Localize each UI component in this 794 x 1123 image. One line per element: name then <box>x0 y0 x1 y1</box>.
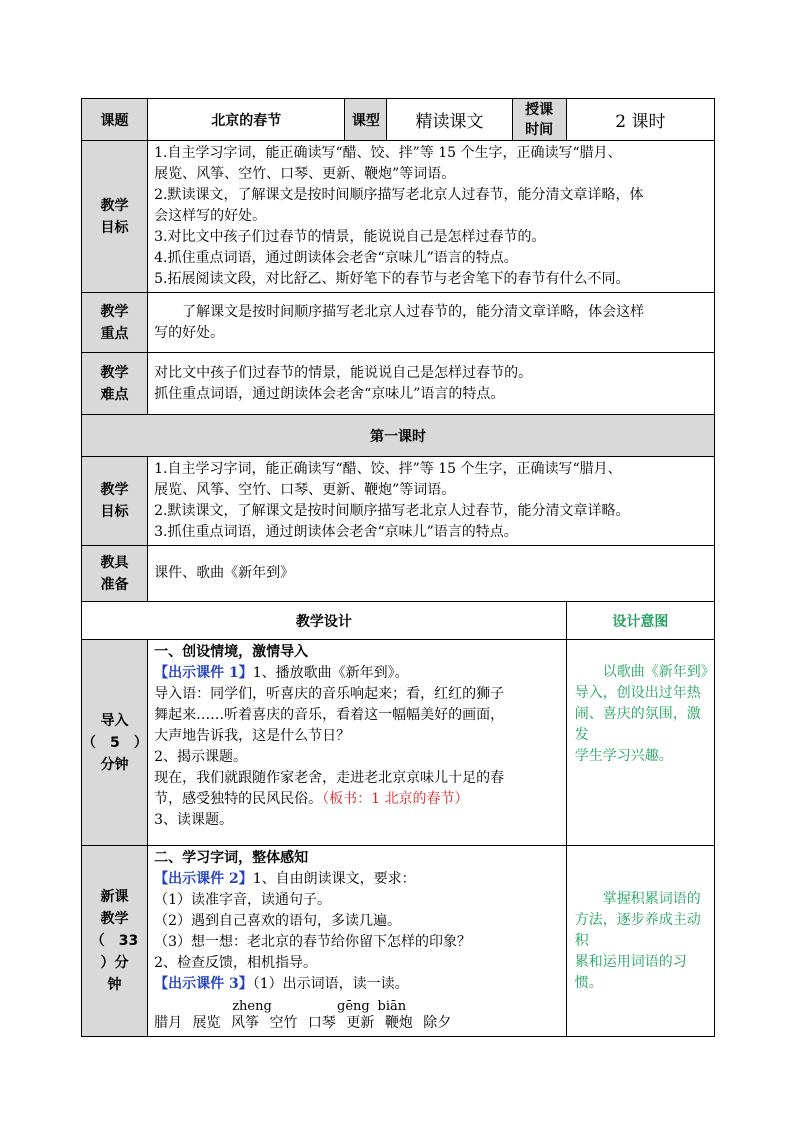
courseware-1-tag: 【出示课件 1】 <box>154 665 253 681</box>
new-lesson-label-line: 钟 <box>107 977 122 993</box>
intro-heading: 一、创设情境，激情导入 <box>154 644 309 660</box>
goals-label-text: 教学目标 <box>100 197 129 236</box>
new-lesson-heading: 二、学习字词，整体感知 <box>154 850 309 866</box>
topic-label: 课题 <box>82 99 148 141</box>
new-lesson-label-line: ）分 <box>100 955 129 971</box>
goal-line: 4.抓住重点词语，通过朗读体会老舍“京味儿”语言的特点。 <box>154 250 518 266</box>
vocab-word <box>377 999 413 1031</box>
difficulty-line: 对比文中孩子们过春节的情景，能说说自己是怎样过春节的。 <box>154 364 533 381</box>
new-lesson-line: 2、检查反馈，相机指导。 <box>154 955 318 971</box>
new-lesson-line <box>154 869 562 890</box>
first-goal-line: 2.默读课文，了解课文是按时间顺序描写老北京人过春节，能分清文章详略。 <box>154 503 630 519</box>
vocab-word <box>337 999 375 1031</box>
intro-line-text: 1、播放歌曲《新年到》。 <box>252 665 409 681</box>
first-lesson-row <box>82 415 715 457</box>
intro-row <box>82 640 715 846</box>
new-lesson-line: （3）想一想：老北京的春节给你留下怎样的印象？ <box>154 934 471 950</box>
new-lesson-intent-line: 方法，逐步养成主动积 <box>574 911 701 949</box>
goal-line: 展览、风筝、空竹、口琴、更新、鞭炮”等词语。 <box>154 166 456 182</box>
tools-content: 课件、歌曲《新年到》 <box>148 546 715 602</box>
lesson-plan-page <box>81 98 715 1037</box>
vocab-word: 除夕 <box>423 1015 452 1031</box>
pinyin: zheng <box>232 999 272 1014</box>
new-lesson-label-line: 新课 <box>100 889 129 905</box>
tools-label <box>82 546 148 602</box>
goal-line: 3.对比文中孩子们过春节的情景，能说说自己是怎样过春节的。 <box>154 229 546 245</box>
key-points-row <box>82 293 715 353</box>
intro-intent-line: 学生学习兴趣。 <box>574 748 673 764</box>
new-lesson-line-text: （1）出示词语，读一读。 <box>252 976 409 992</box>
vocab-char: 新 <box>360 1015 375 1031</box>
intro-label-line: 分钟 <box>100 756 129 773</box>
vocab-char: 筝 <box>245 1015 259 1031</box>
new-lesson-label-line: 教学 <box>100 911 129 927</box>
intro-line-text: 节，感受独特的民风民俗。 <box>154 791 323 807</box>
key-point-line: 写的好处。 <box>154 324 225 341</box>
key-points-label-text: 教学重点 <box>100 303 129 342</box>
intro-line: 导入语：同学们，听喜庆的音乐响起来；看，红红的狮子 <box>154 686 505 702</box>
intent-label: 设计意图 <box>566 602 714 640</box>
pinyin: biān <box>377 999 407 1014</box>
courseware-3-tag: 【出示课件 3】 <box>154 976 253 992</box>
vocab-char: 更 <box>346 1015 361 1031</box>
intro-line: 3、读课题。 <box>154 812 234 828</box>
board-note: （板书：1 北京的春节） <box>322 791 469 807</box>
vocab-char: 炮 <box>398 1015 413 1031</box>
goals-label <box>82 141 148 293</box>
new-lesson-line <box>154 974 562 995</box>
intro-intent-line: 导入，创设出过年热 <box>574 685 701 701</box>
difficulties-content <box>148 353 715 415</box>
difficulties-row <box>82 353 715 415</box>
new-lesson-label-line: （ 33 <box>90 933 139 949</box>
tools-label-text: 教具准备 <box>100 554 129 593</box>
intro-line: 2、揭示课题。 <box>154 749 248 765</box>
vocab-word: 口琴 <box>307 1015 336 1031</box>
intro-intent-line: 闹、喜庆的氛围，激发 <box>574 706 701 743</box>
intro-intent <box>566 640 714 846</box>
first-lesson-title: 第一课时 <box>82 415 715 457</box>
intro-label-line: 导入 <box>100 712 129 729</box>
design-header-row <box>82 602 715 640</box>
topic-value: 北京的春节 <box>148 99 345 141</box>
first-goal-line: 3.抓住重点词语，通过朗读体会老舍“京味儿”语言的特点。 <box>154 524 518 540</box>
new-lesson-intent <box>566 846 714 1037</box>
intro-content <box>148 640 567 846</box>
vocabulary-row <box>154 999 562 1034</box>
first-goals-label-text: 教学目标 <box>100 482 129 520</box>
new-lesson-intent-line: 掌握积累词语的 <box>574 890 701 907</box>
type-value: 精读课文 <box>387 99 512 141</box>
first-goals-label <box>82 457 148 546</box>
difficulty-line: 抓住重点词语，通过朗读体会老舍“京味儿”语言的特点。 <box>154 385 505 402</box>
tools-row <box>82 546 715 602</box>
new-lesson-intent-line: 累和运用词语的习惯。 <box>574 953 687 991</box>
first-goals-content <box>148 457 715 546</box>
first-goal-line: 1.自主学习字词，能正确读写“醋、饺、拌”等 15 个生字，正确读写“腊月、 <box>154 461 622 477</box>
new-lesson-content <box>148 846 567 1037</box>
intro-label <box>82 640 148 846</box>
vocab-word: 展览 <box>192 1015 221 1031</box>
goals-row <box>82 141 715 293</box>
goal-line: 5.拓展阅读文段，对比舒乙、斯妤笔下的春节与老舍笔下的春节有什么不同。 <box>154 271 630 287</box>
intro-label-line: （ 5 ） <box>82 734 148 751</box>
intro-line <box>154 663 562 684</box>
new-lesson-line-text: 1、自由朗读课文，要求： <box>252 871 416 887</box>
intro-line: 大声地告诉我，这是什么节日？ <box>154 728 351 744</box>
type-label: 课型 <box>345 99 387 141</box>
first-goal-line: 展览、风筝、空竹、口琴、更新、鞭炮”等词语。 <box>154 482 456 498</box>
goals-content <box>148 141 715 293</box>
key-points-content <box>148 293 715 353</box>
new-lesson-line: （2）遇到自己喜欢的语句，多读几遍。 <box>154 913 401 929</box>
vocab-char-with-pinyin <box>337 999 370 1034</box>
vocab-char-with-pinyin <box>377 999 407 1034</box>
vocab-char-with-pinyin <box>232 999 272 1034</box>
key-point-line: 了解课文是按时间顺序描写老北京人过春节的，能分清文章详略，体会这样 <box>154 303 645 320</box>
new-lesson-row <box>82 846 715 1037</box>
vocab-char: 风 <box>231 1015 245 1031</box>
vocab-char: 鞭 <box>384 1015 399 1031</box>
header-row <box>82 99 715 141</box>
difficulties-label <box>82 353 148 415</box>
intro-line: 舞起来……听着喜庆的音乐，看着这一幅幅美好的画面， <box>154 707 505 723</box>
difficulties-label-text: 教学难点 <box>100 364 129 403</box>
design-label: 教学设计 <box>82 602 567 640</box>
intro-line <box>154 789 562 810</box>
lesson-plan-table <box>81 98 715 1037</box>
new-lesson-line: （1）读准字音，读通句子。 <box>154 892 332 908</box>
pinyin: gēng <box>337 999 370 1014</box>
first-goals-row <box>82 457 715 546</box>
time-label: 授课时间 <box>512 99 566 141</box>
intro-intent-line: 以歌曲《新年到》 <box>574 664 715 680</box>
vocab-word: 空竹 <box>269 1015 298 1031</box>
goal-line: 1.自主学习字词，能正确读写“醋、饺、拌”等 15 个生字，正确读写“腊月、 <box>154 145 622 161</box>
key-points-label <box>82 293 148 353</box>
courseware-2-tag: 【出示课件 2】 <box>154 871 253 887</box>
time-value: 2 课时 <box>566 99 714 141</box>
vocab-word <box>231 999 272 1031</box>
goal-line: 会这样写的好处。 <box>154 208 267 224</box>
vocab-word: 腊月 <box>154 1015 183 1031</box>
goal-line: 2.默读课文，了解课文是按时间顺序描写老北京人过春节，能分清文章详略，体 <box>154 187 644 203</box>
intro-line: 现在，我们就跟随作家老舍，走进老北京京味儿十足的春 <box>154 770 505 786</box>
new-lesson-label <box>82 846 148 1037</box>
